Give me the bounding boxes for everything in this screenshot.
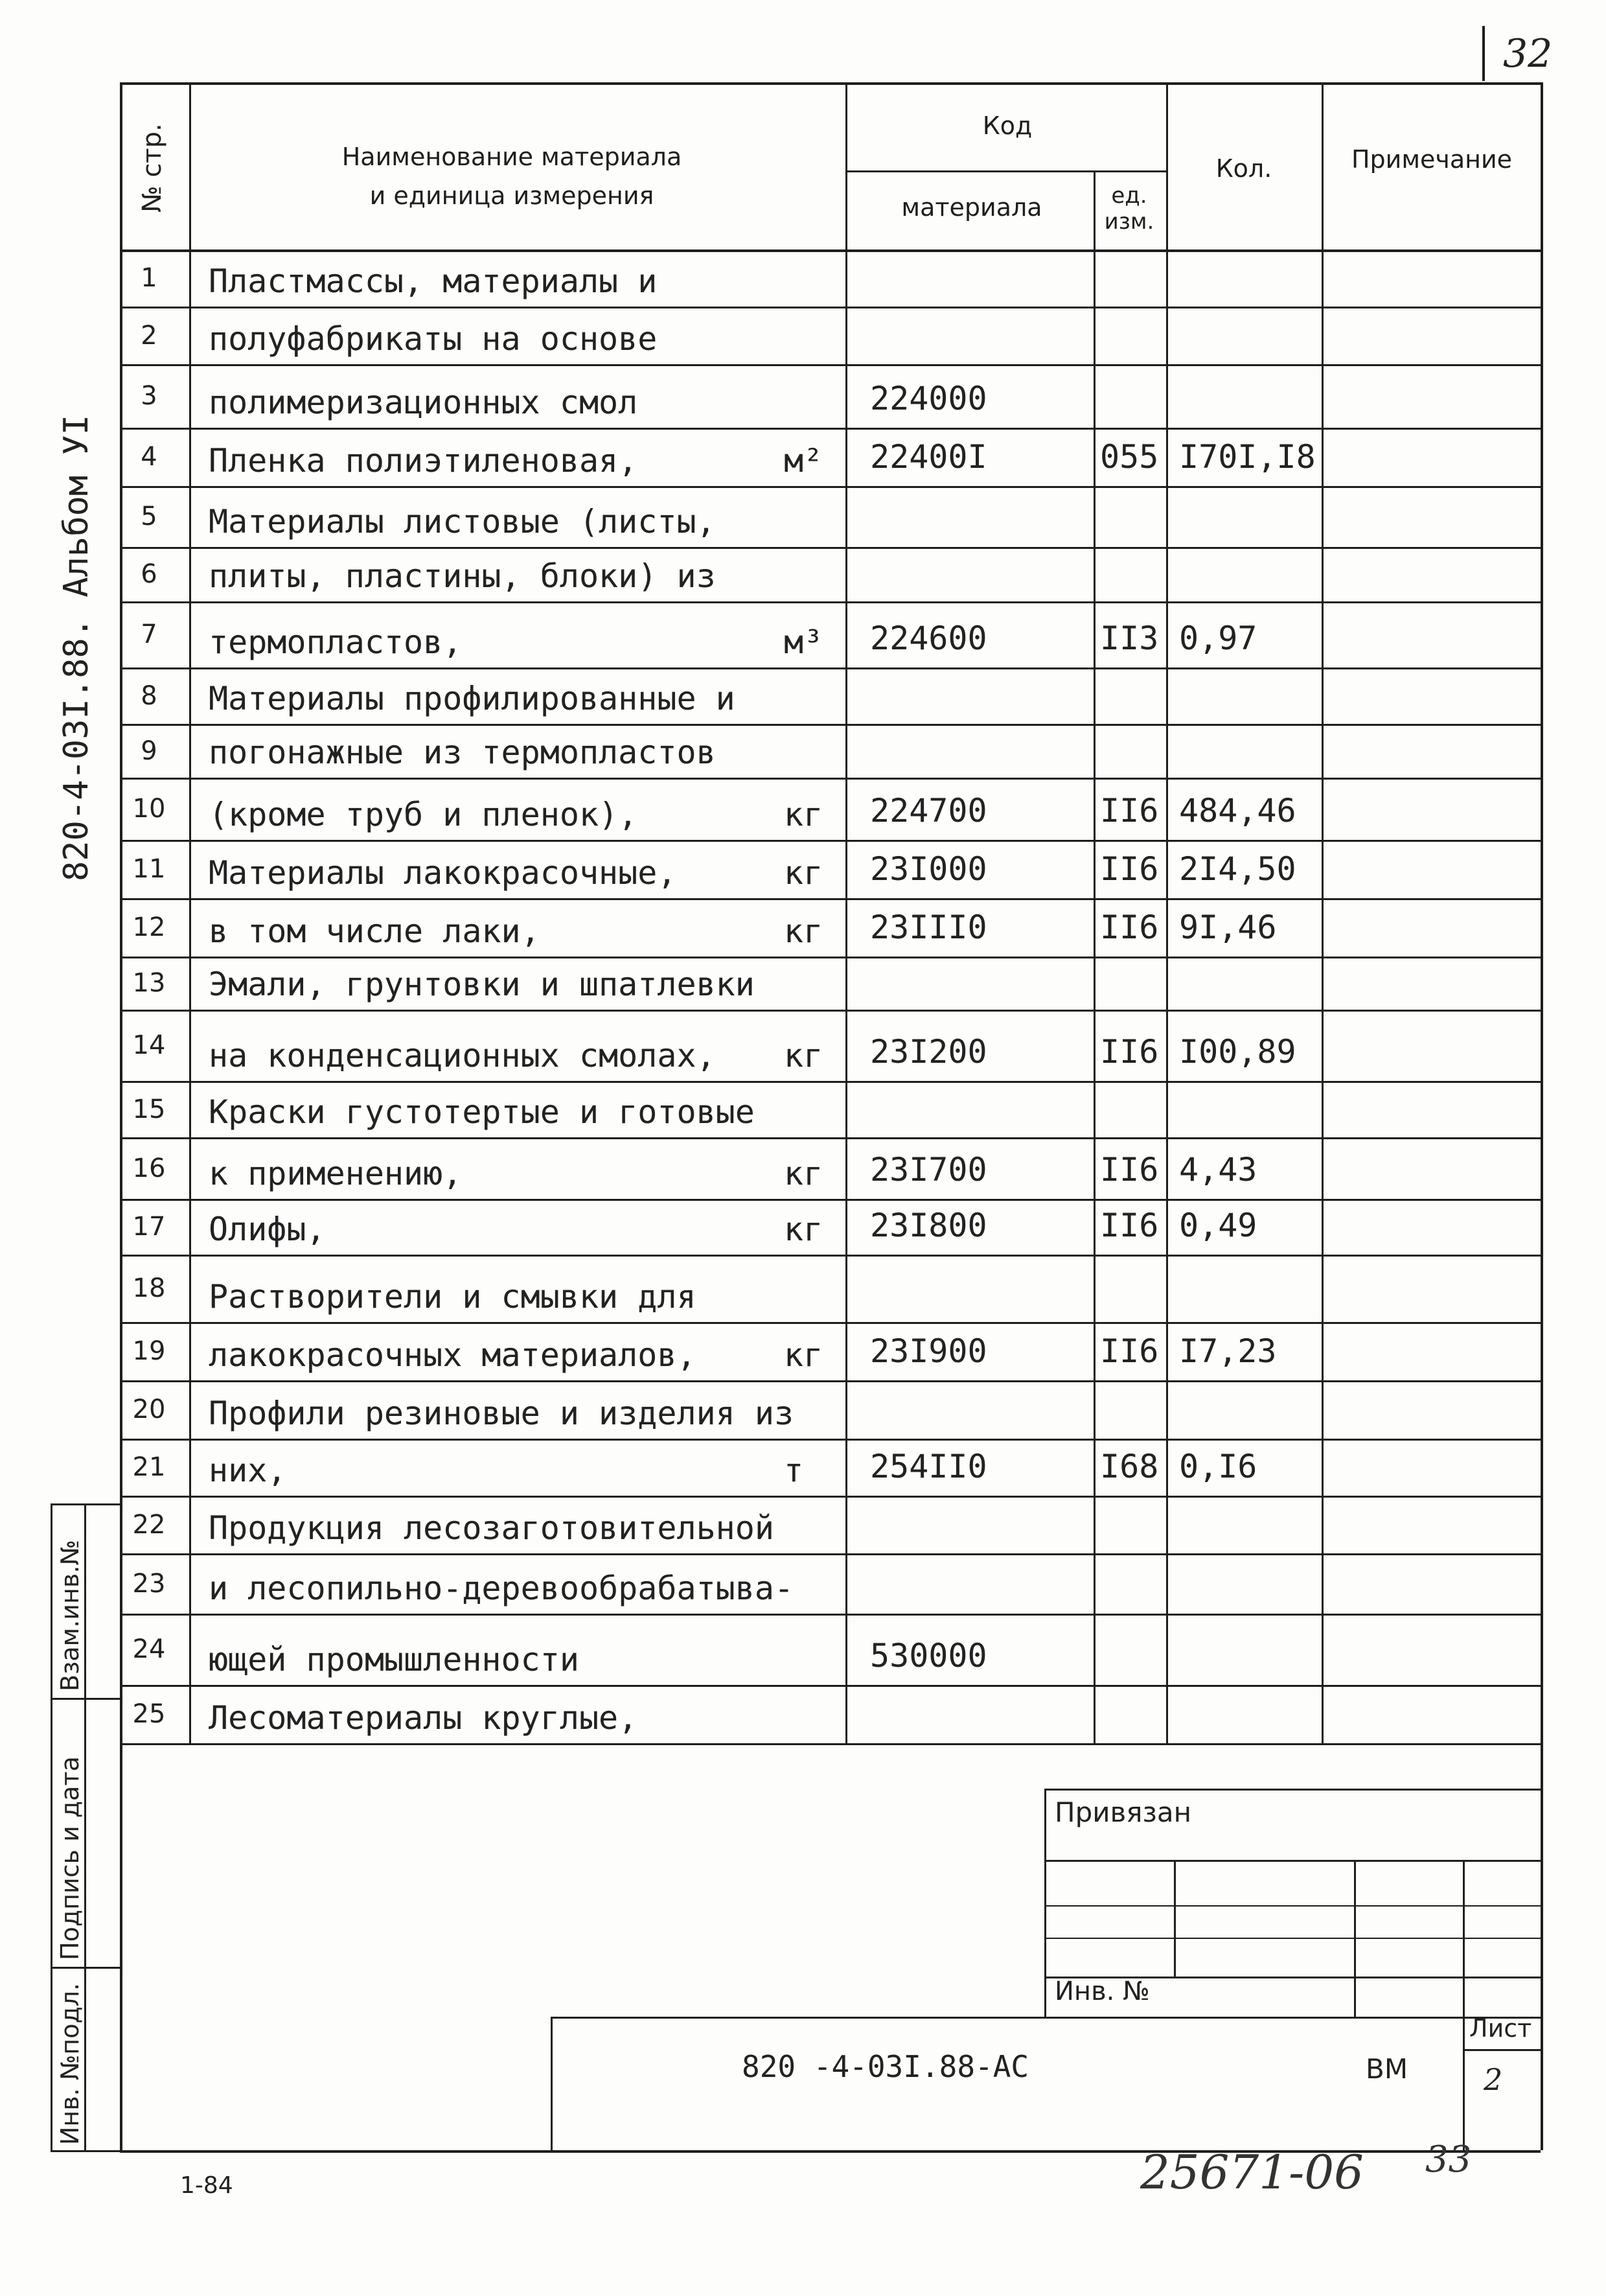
row-unit-code: II6 — [1100, 1207, 1159, 1244]
table-rule — [120, 1614, 1541, 1616]
header-note: Примечание — [1351, 145, 1513, 174]
table-rule — [1463, 2017, 1465, 2150]
row-unit-symbol: кг — [784, 854, 823, 892]
table-rule — [845, 82, 847, 1743]
row-unit-code: 055 — [1100, 438, 1159, 476]
row-number: 3 — [141, 381, 157, 411]
row-number: 20 — [132, 1395, 166, 1424]
row-quantity: 0,I6 — [1179, 1448, 1257, 1485]
row-name: Пленка полиэтиленовая, — [209, 442, 638, 480]
row-number: 15 — [132, 1094, 166, 1124]
row-number: 11 — [132, 854, 166, 884]
row-unit-symbol: т — [784, 1452, 804, 1489]
stamp-sheet: 2 — [1484, 2062, 1503, 2097]
row-number: 1 — [141, 263, 157, 293]
row-number: 16 — [132, 1153, 166, 1183]
row-material-code: 254II0 — [870, 1448, 987, 1485]
table-rule — [120, 724, 1541, 726]
table-rule — [1541, 82, 1543, 2150]
row-name: термопластов, — [209, 623, 463, 661]
table-rule — [1166, 82, 1168, 1743]
row-number: 8 — [141, 680, 157, 711]
row-number: 14 — [132, 1030, 166, 1060]
table-rule — [120, 601, 1541, 603]
table-rule — [1044, 1789, 1046, 2017]
row-name: погонажные из термопластов — [209, 734, 716, 771]
table-rule — [1044, 1905, 1541, 1907]
stamp-inv-no: Инв. № — [1055, 1977, 1150, 2006]
row-unit-symbol: м³ — [784, 623, 823, 661]
table-rule — [120, 486, 1541, 488]
row-quantity: 0,49 — [1179, 1207, 1257, 1244]
header-unit: ед. изм. — [1104, 183, 1154, 235]
page-number: 32 — [1503, 31, 1553, 76]
row-number: 5 — [141, 502, 157, 531]
row-name: полимеризационных смол — [209, 384, 638, 421]
row-quantity: I7,23 — [1179, 1332, 1277, 1370]
row-quantity: 0,97 — [1179, 620, 1257, 657]
row-unit-symbol: кг — [784, 1155, 823, 1192]
row-material-code: 23III0 — [870, 909, 987, 946]
row-quantity: 484,46 — [1179, 792, 1296, 829]
row-name: Лесоматериалы круглые, — [209, 1699, 638, 1737]
stamp-sheet-label: Лист — [1469, 2014, 1532, 2043]
table-rule — [120, 1255, 1541, 1257]
row-name: Материалы лакокрасочные, — [209, 854, 677, 892]
row-unit-symbol: м² — [784, 442, 823, 480]
row-quantity: I70I,I8 — [1179, 438, 1316, 476]
row-name: Эмали, грунтовки и шпатлевки — [209, 966, 755, 1003]
table-rule — [120, 1380, 1541, 1382]
row-name: и лесопильно-деревообрабатыва- — [209, 1570, 794, 1607]
header-qty: Кол. — [1215, 154, 1272, 183]
row-name: Растворители и смывки для — [209, 1278, 696, 1316]
row-name: Пластмассы, материалы и — [209, 262, 658, 300]
row-number: 9 — [141, 736, 157, 766]
table-rule — [1044, 1789, 1541, 1791]
row-number: 21 — [132, 1452, 166, 1482]
row-material-code: 224600 — [870, 620, 987, 657]
table-rule — [120, 1553, 1541, 1555]
row-number: 19 — [132, 1336, 166, 1366]
side-album-label: 820-4-03I.88. Альбом УI — [57, 414, 96, 881]
stamp-bound: Привязан — [1055, 1796, 1192, 1828]
margin-replace-inv: Взам.инв.№ — [56, 1540, 84, 1691]
table-rule — [120, 428, 1541, 430]
header-code: Код — [982, 111, 1033, 140]
table-rule — [120, 547, 1541, 549]
row-number: 4 — [141, 442, 157, 472]
row-quantity: 2I4,50 — [1179, 850, 1296, 888]
row-number: 25 — [132, 1699, 166, 1729]
table-rule — [120, 82, 1541, 85]
row-quantity: 9I,46 — [1179, 909, 1277, 946]
row-material-code: 224700 — [870, 792, 987, 829]
table-rule — [1463, 2049, 1541, 2051]
row-name: полуфабрикаты на основе — [209, 320, 658, 358]
table-rule — [1463, 1860, 1465, 2017]
table-rule — [120, 898, 1541, 900]
table-rule — [189, 82, 191, 1743]
row-unit-symbol: кг — [784, 1037, 823, 1074]
row-name: (кроме труб и пленок), — [209, 796, 638, 833]
margin-inv-orig: Инв. №подл. — [56, 1982, 84, 2145]
row-unit-code: I68 — [1100, 1448, 1159, 1485]
row-name: Материалы профилированные и — [209, 680, 735, 717]
form-code: 1-84 — [180, 2172, 233, 2199]
table-rule — [120, 667, 1541, 669]
table-rule — [1044, 1938, 1541, 1939]
row-unit-code: II6 — [1100, 1033, 1159, 1071]
table-rule — [1174, 1860, 1176, 1977]
row-material-code: 23I200 — [870, 1033, 987, 1071]
row-unit-symbol: кг — [784, 912, 823, 950]
row-quantity: 4,43 — [1179, 1151, 1257, 1189]
table-rule — [120, 840, 1541, 842]
row-unit-code: II6 — [1100, 1151, 1159, 1189]
stamp-vm: ВМ — [1366, 2053, 1408, 2085]
row-name: Краски густотертые и готовые — [209, 1093, 755, 1131]
row-name: них, — [209, 1452, 287, 1489]
table-rule — [120, 1137, 1541, 1139]
table-rule — [84, 1503, 86, 2150]
handwritten-number: 25671-06 — [1140, 2145, 1364, 2199]
table-rule — [1354, 1860, 1356, 2017]
table-rule — [120, 1439, 1541, 1441]
row-name: Материалы листовые (листы, — [209, 503, 716, 540]
table-rule — [51, 1503, 52, 2150]
page-bottom-number: 33 — [1425, 2139, 1472, 2181]
row-name: Продукция лесозаготовительной — [209, 1509, 774, 1547]
row-material-code: 23I800 — [870, 1207, 987, 1244]
row-unit-code: II3 — [1100, 620, 1159, 657]
row-material-code: 23I000 — [870, 850, 987, 888]
table-rule — [51, 1967, 120, 1969]
row-unit-code: II6 — [1100, 909, 1159, 946]
margin-sign-date: Подпись и дата — [56, 1756, 84, 1960]
table-rule — [120, 364, 1541, 366]
table-rule — [120, 1081, 1541, 1083]
row-unit-code: II6 — [1100, 792, 1159, 829]
row-unit-code: II6 — [1100, 850, 1159, 888]
row-unit-symbol: кг — [784, 1211, 823, 1248]
table-rule — [137, 1743, 1541, 1745]
table-rule — [120, 307, 1541, 308]
table-rule — [120, 1685, 1541, 1687]
row-number: 6 — [141, 559, 157, 589]
table-rule — [120, 82, 122, 2150]
table-rule — [1044, 1860, 1541, 1862]
row-name: в том числе лаки, — [209, 912, 540, 950]
table-rule — [845, 170, 1166, 172]
row-number: 2 — [141, 320, 157, 351]
table-rule — [120, 1496, 1541, 1498]
row-number: 18 — [132, 1273, 166, 1303]
table-rule — [551, 2017, 553, 2150]
row-name: Профили резиновые и изделия из — [209, 1395, 794, 1432]
row-number: 10 — [132, 794, 166, 824]
row-name: Олифы, — [209, 1211, 326, 1248]
table-rule — [120, 249, 1541, 252]
row-material-code: 530000 — [870, 1637, 987, 1675]
row-name: плиты, пластины, блоки) из — [209, 557, 716, 595]
row-name: к применению, — [209, 1155, 463, 1192]
row-name: лакокрасочных материалов, — [209, 1336, 696, 1374]
table-rule — [51, 1503, 120, 1505]
header-material: материала — [901, 193, 1042, 222]
stamp-doc-code: 820 -4-03I.88-АС — [742, 2049, 1029, 2084]
table-rule — [120, 1199, 1541, 1201]
table-rule — [120, 778, 1541, 780]
table-rule — [120, 1010, 1541, 1012]
row-number: 7 — [141, 620, 157, 649]
row-material-code: 22400I — [870, 438, 987, 476]
row-name: на конденсационных смолах, — [209, 1037, 716, 1074]
row-unit-code: II6 — [1100, 1332, 1159, 1370]
row-number: 24 — [132, 1634, 166, 1664]
table-rule — [120, 1322, 1541, 1324]
table-rule — [120, 957, 1541, 958]
row-unit-symbol: кг — [784, 796, 823, 833]
table-rule — [51, 1698, 120, 1700]
table-rule — [1322, 82, 1324, 1743]
row-material-code: 23I900 — [870, 1332, 987, 1370]
row-quantity: I00,89 — [1179, 1033, 1296, 1071]
row-material-code: 224000 — [870, 380, 987, 417]
header-row-no: № стр. — [137, 123, 167, 213]
row-number: 22 — [132, 1509, 166, 1540]
row-number: 17 — [132, 1212, 166, 1242]
row-name: ющей промышленности — [209, 1641, 579, 1678]
table-rule — [51, 2150, 120, 2152]
row-number: 12 — [132, 912, 166, 942]
row-material-code: 23I700 — [870, 1151, 987, 1189]
header-name: Наименование материала и единица измерения — [341, 143, 682, 210]
row-unit-symbol: кг — [784, 1336, 823, 1374]
row-number: 13 — [132, 968, 166, 998]
table-rule — [551, 2017, 1541, 2019]
row-number: 23 — [132, 1568, 166, 1599]
